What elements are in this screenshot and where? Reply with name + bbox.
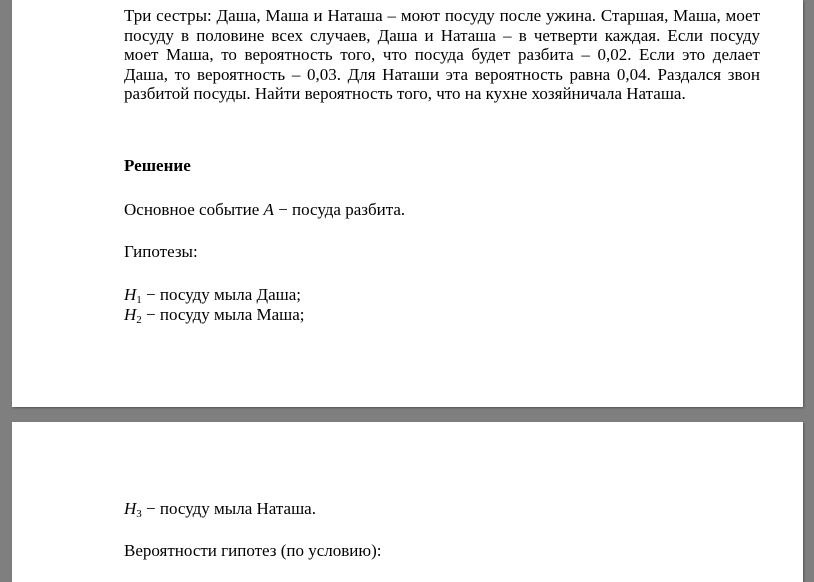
- event-prefix: Основное событие: [124, 200, 264, 219]
- event-suffix: − посуда разбита.: [273, 200, 406, 219]
- h1-symbol: $H_1$: [124, 285, 142, 306]
- main-event-line: [124, 200, 760, 220]
- h2-symbol: $H_2$: [124, 305, 142, 326]
- h1-text: − посуду мыла Даша;: [141, 285, 301, 304]
- event-symbol: A: [263, 200, 274, 219]
- solution-heading: Решение: [124, 156, 191, 175]
- h3-symbol: $H_3$: [124, 499, 142, 520]
- h2-text: − посуду мыла Маша;: [141, 305, 305, 324]
- document-page-2: [12, 422, 803, 582]
- h3-text: − посуду мыла Наташа.: [141, 499, 316, 518]
- probabilities-heading: Вероятности гипотез (по условию):: [124, 541, 382, 560]
- hypothesis-3: [124, 499, 760, 525]
- document-page-1: [12, 0, 803, 407]
- problem-statement: Три сестры: Даша, Маша и Наташа – моют посуду после ужина. Старшая, Маша, моет посуду в половине всех случаев, Даша и Наташа – в четверти каждая. Если посуду моет Маша, то вероятность того, что посуда будет разбита – 0,02. Если это делает Даша, то вероятность – 0,03. Для Наташи эта вероятность равна 0,04. Раздался звон разбитой посуды. Найти вероятность того, что на кухне хозяйничала Наташа.: [124, 6, 760, 103]
- hypotheses-heading: Гипотезы:: [124, 242, 198, 261]
- hypothesis-2: [124, 305, 760, 331]
